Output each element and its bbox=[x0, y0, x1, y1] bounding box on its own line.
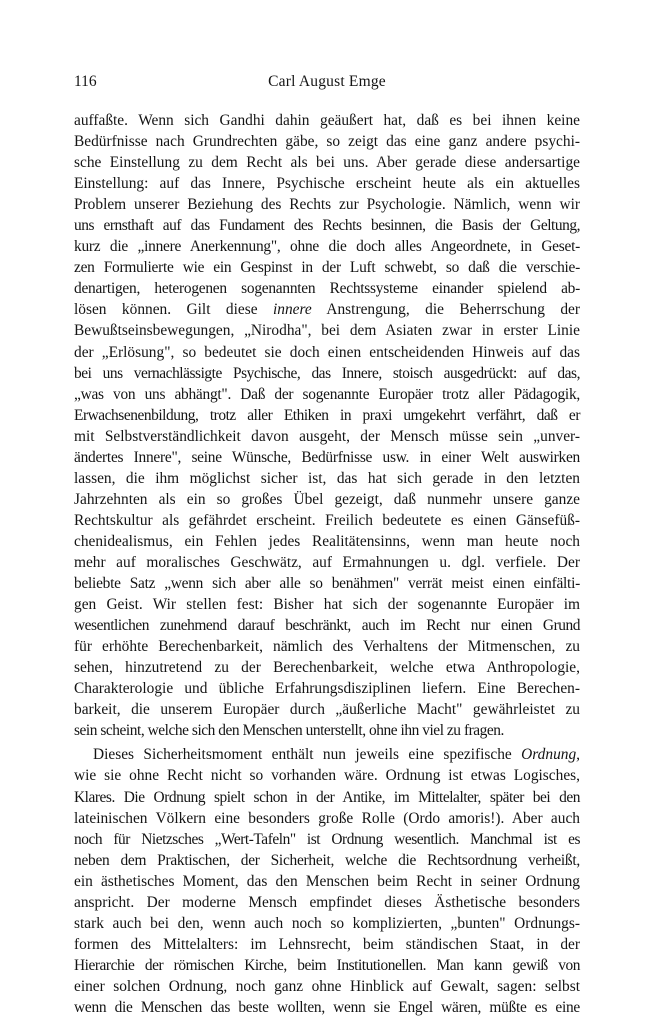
paragraph-2 bbox=[74, 744, 580, 1018]
text-line: barkeit, die unserem Europäer durch „äußerliche Macht" gewährleistet zu bbox=[74, 701, 580, 719]
text-line: kurz die „innere Anerkennung", ohne die doch alles Angeordnete, in Geset- bbox=[74, 238, 580, 256]
text-line bbox=[74, 299, 580, 320]
page-number: 116 bbox=[74, 73, 97, 90]
text-line: gen Geist. Wir stellen fest: Bisher hat sich der sogenannte Europäer im bbox=[74, 596, 580, 614]
text-line: zen Formulierte wie ein Gespinst in der Luft schwebt, so daß die verschie- bbox=[74, 259, 580, 277]
line-segment: Dieses Sicherheitsmoment enthält nun jeweils eine spezifische bbox=[93, 746, 522, 764]
line-segment: Anstrengung, die Beherrschung der bbox=[311, 301, 580, 319]
text-line: sehen, hinzutretend zu der Berechenbarkeit, welche etwa Anthropologie, bbox=[74, 659, 580, 677]
text-line: bei uns vernachlässigte Psychische, das Innere, stoisch ausgedrückt: auf das, bbox=[74, 364, 580, 382]
text-line: sche Einstellung zu dem Recht als bei uns. Aber gerade diese andersartige bbox=[74, 154, 580, 172]
text-line: uns ernsthaft auf das Fundament des Rechts besinnen, die Basis der Geltung, bbox=[74, 217, 580, 235]
text-line: Charakterologie und übliche Erfahrungsdisziplinen liefern. Eine Berechen- bbox=[74, 680, 580, 698]
text-line: chenidealismus, ein Fehlen jedes Realitätensinns, wenn man heute noch bbox=[74, 532, 580, 550]
text-line: Bedürfnisse nach Grundrechten gäbe, so zeigt das eine ganz andere psychi- bbox=[74, 133, 580, 151]
text-line: „was von uns abhängt". Daß der sogenannte Europäer trotz aller Pädagogik, bbox=[74, 385, 580, 403]
text-line: sein scheint, welche sich den Menschen unterstellt, ohne ihn viel zu fragen. bbox=[74, 722, 504, 740]
text-line: wenn die Menschen das beste wollten, wenn sie Engel wären, müßte es eine bbox=[74, 998, 580, 1016]
text-line: Einstellung: auf das Innere, Psychische erscheint heute als ein aktuelles bbox=[74, 175, 580, 193]
text-line: wie sie ohne Recht nicht so vorhanden wäre. Ordnung ist etwas Logisches, bbox=[74, 767, 580, 785]
text-line: Erwachsenenbildung, trotz aller Ethiken in praxi umgekehrt verfährt, daß er bbox=[74, 406, 580, 424]
book-page bbox=[74, 70, 580, 1018]
text-line: Klares. Die Ordnung spielt schon in der Antike, im Mittelalter, später bei den bbox=[74, 788, 580, 806]
text-line: Bewußtseinsbewegungen, „Nirodha", bei dem Asiaten zwar in erster Linie bbox=[74, 322, 580, 340]
text-line bbox=[74, 744, 580, 765]
text-line: denartigen, heterogenen sogenannten Rechtssysteme einander spielend ab- bbox=[74, 280, 580, 298]
text-line: Jahrzehnten als ein so großes Übel gezeigt, daß nunmehr unsere ganze bbox=[74, 490, 580, 508]
text-line: Hierarchie der römischen Kirche, beim Institutionellen. Man kann gewiß von bbox=[74, 956, 580, 974]
text-line: mit Selbstverständlichkeit davon ausgeht, der Mensch müsse sein „unver- bbox=[74, 427, 580, 445]
emphasized-word: innere bbox=[273, 301, 312, 319]
text-line: ein ästhetisches Moment, das den Menschen beim Recht in seiner Ordnung bbox=[74, 872, 580, 890]
text-line: für erhöhte Berechenbarkeit, nämlich des Verhaltens der Mitmenschen, zu bbox=[74, 638, 580, 656]
line-segment: lösen können. Gilt diese bbox=[74, 301, 274, 319]
text-line: Problem unserer Beziehung des Rechts zur Psychologie. Nämlich, wenn wir bbox=[74, 196, 580, 214]
text-line: ändertes Innere", seine Wünsche, Bedürfnisse usw. in einer Welt auswirken bbox=[74, 448, 580, 466]
paragraph-1 bbox=[74, 110, 580, 741]
text-line: mehr auf moralisches Geschwätz, auf Ermahnungen u. dgl. verfiele. Der bbox=[74, 553, 580, 571]
text-line: einer solchen Ordnung, noch ganz ohne Hinblick auf Gewalt, sagen: selbst bbox=[74, 977, 580, 995]
text-line: auffaßte. Wenn sich Gandhi dahin geäußert hat, daß es bei ihnen keine bbox=[74, 112, 580, 129]
running-header bbox=[74, 70, 580, 94]
text-line: neben dem Praktischen, der Sicherheit, welche die Rechtsordnung verheißt, bbox=[74, 851, 580, 869]
text-line: beliebte Satz „wenn sich aber alle so benähmen" verrät meist einen einfälti- bbox=[74, 575, 580, 593]
text-line: wesentlichen zunehmend darauf beschränkt, auch im Recht nur einen Grund bbox=[74, 617, 580, 635]
text-line: stark auch bei den, wenn auch noch so komplizierten, „bunten" Ordnungs- bbox=[74, 914, 580, 932]
running-title: Carl August Emge bbox=[268, 73, 386, 90]
text-line: lateinischen Völkern eine besonders große Rolle (Ordo amoris!). Aber auch bbox=[74, 809, 580, 827]
body-text bbox=[74, 110, 580, 1018]
text-line: noch für Nietzsches „Wert-Tafeln" ist Ordnung wesentlich. Manchmal ist es bbox=[74, 830, 580, 848]
text-line: formen des Mittelalters: im Lehnsrecht, beim ständischen Staat, in der bbox=[74, 935, 580, 953]
text-line: lassen, die ihm möglichst sicher ist, das hat sich gerade in den letzten bbox=[74, 469, 580, 487]
text-line: anspricht. Der moderne Mensch empfindet dieses Ästhetische besonders bbox=[74, 893, 580, 911]
emphasized-word: Ordnung, bbox=[521, 746, 580, 764]
text-line: der „Erlösung", so bedeutet sie doch einen entscheidenden Hinweis auf das bbox=[74, 343, 580, 361]
text-line: Rechtskultur als gefährdet erscheint. Freilich bedeutete es einen Gänsefüß- bbox=[74, 511, 580, 529]
